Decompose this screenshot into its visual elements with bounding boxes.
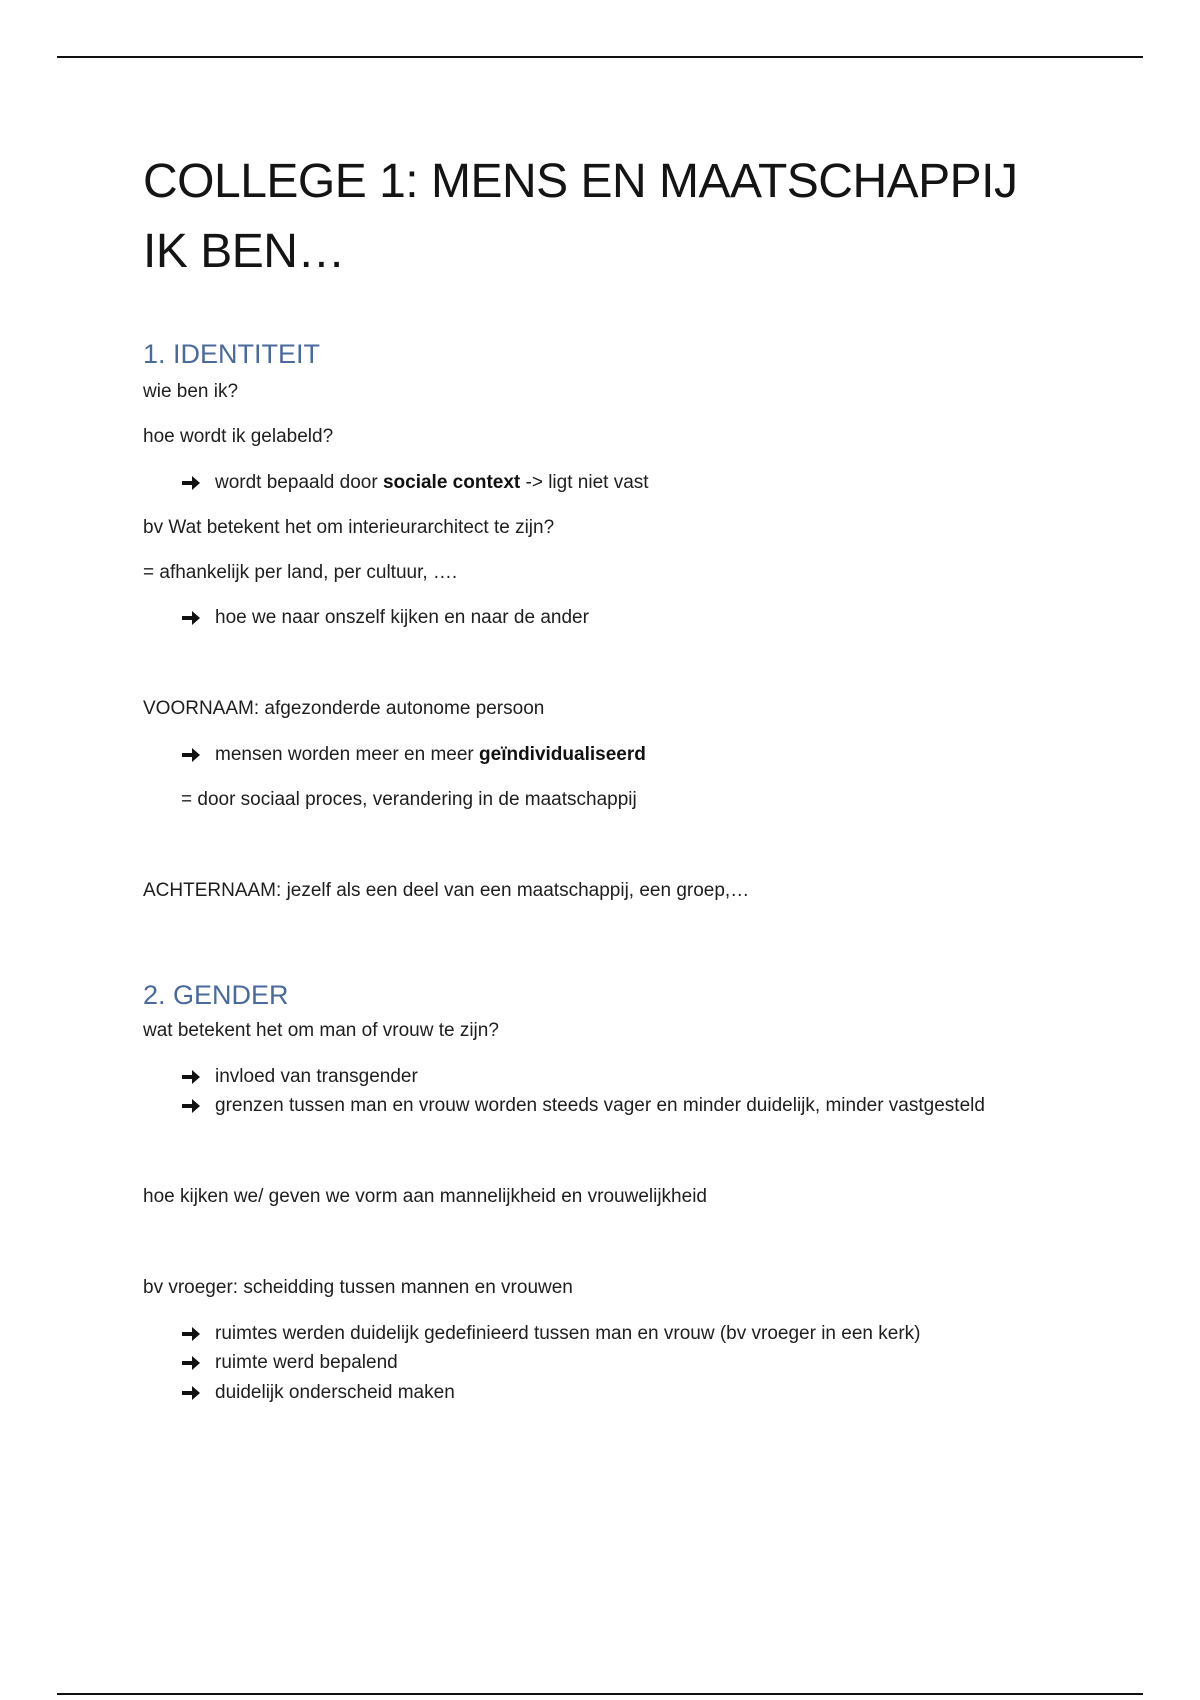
header-rule xyxy=(57,56,1143,58)
bullet-text: ruimtes werden duidelijk gedefinieerd tussen man en vrouw (bv vroeger in een kerk) xyxy=(215,1323,921,1344)
definition-line: = afhankelijk per land, per cultuur, …. xyxy=(143,562,458,583)
achternaam-line: ACHTERNAAM: jezelf als een deel van een maatschappij, een groep,… xyxy=(143,880,750,901)
bullet-text: hoe we naar onszelf kijken en naar de ander xyxy=(215,607,589,628)
arrow-right-icon xyxy=(181,1325,201,1343)
vroeger-line: bv vroeger: scheidding tussen mannen en vrouwen xyxy=(143,1277,573,1298)
bullet-text: mensen worden meer en meer geïndividualiseerd xyxy=(215,744,646,765)
question-wie-ben-ik: wie ben ik? xyxy=(143,381,239,402)
arrow-right-icon xyxy=(181,1354,201,1372)
voornaam-line: VOORNAAM: afgezonderde autonome persoon xyxy=(143,698,545,719)
bold-term-sociale-context: sociale context xyxy=(382,472,521,493)
bullet-text: duidelijk onderscheid maken xyxy=(215,1382,455,1403)
bullet-text: ruimte werd bepalend xyxy=(215,1352,398,1373)
section-heading-identiteit: 1. IDENTITEIT xyxy=(143,339,321,369)
bullet-text: wordt bepaald door sociale context -> ligt niet vast xyxy=(215,472,649,493)
footer-rule xyxy=(57,1693,1143,1695)
bullet-text: grenzen tussen man en vrouw worden steeds vager en minder duidelijk, minder vastgesteld xyxy=(215,1095,985,1116)
question-man-vrouw: wat betekent het om man of vrouw te zijn? xyxy=(143,1020,499,1041)
social-process-line: = door sociaal proces, verandering in de maatschappij xyxy=(181,789,637,810)
section-heading-gender: 2. GENDER xyxy=(143,980,289,1010)
bullet-text: invloed van transgender xyxy=(215,1066,418,1087)
bold-term-geindividualiseerd: geïndividualiseerd xyxy=(479,744,646,765)
page-title-line-1: COLLEGE 1: MENS EN MAATSCHAPPIJ xyxy=(143,155,1018,208)
arrow-right-icon xyxy=(181,474,201,492)
example-line: bv Wat betekent het om interieurarchitect te zijn? xyxy=(143,517,555,538)
vorm-line: hoe kijken we/ geven we vorm aan mannelijkheid en vrouwelijkheid xyxy=(143,1186,707,1207)
page-title-line-2: IK BEN… xyxy=(143,225,345,278)
arrow-right-icon xyxy=(181,746,201,764)
arrow-right-icon xyxy=(181,609,201,627)
question-gelabeld: hoe wordt ik gelabeld? xyxy=(143,426,334,447)
arrow-right-icon xyxy=(181,1384,201,1402)
arrow-right-icon xyxy=(181,1097,201,1115)
arrow-right-icon xyxy=(181,1068,201,1086)
